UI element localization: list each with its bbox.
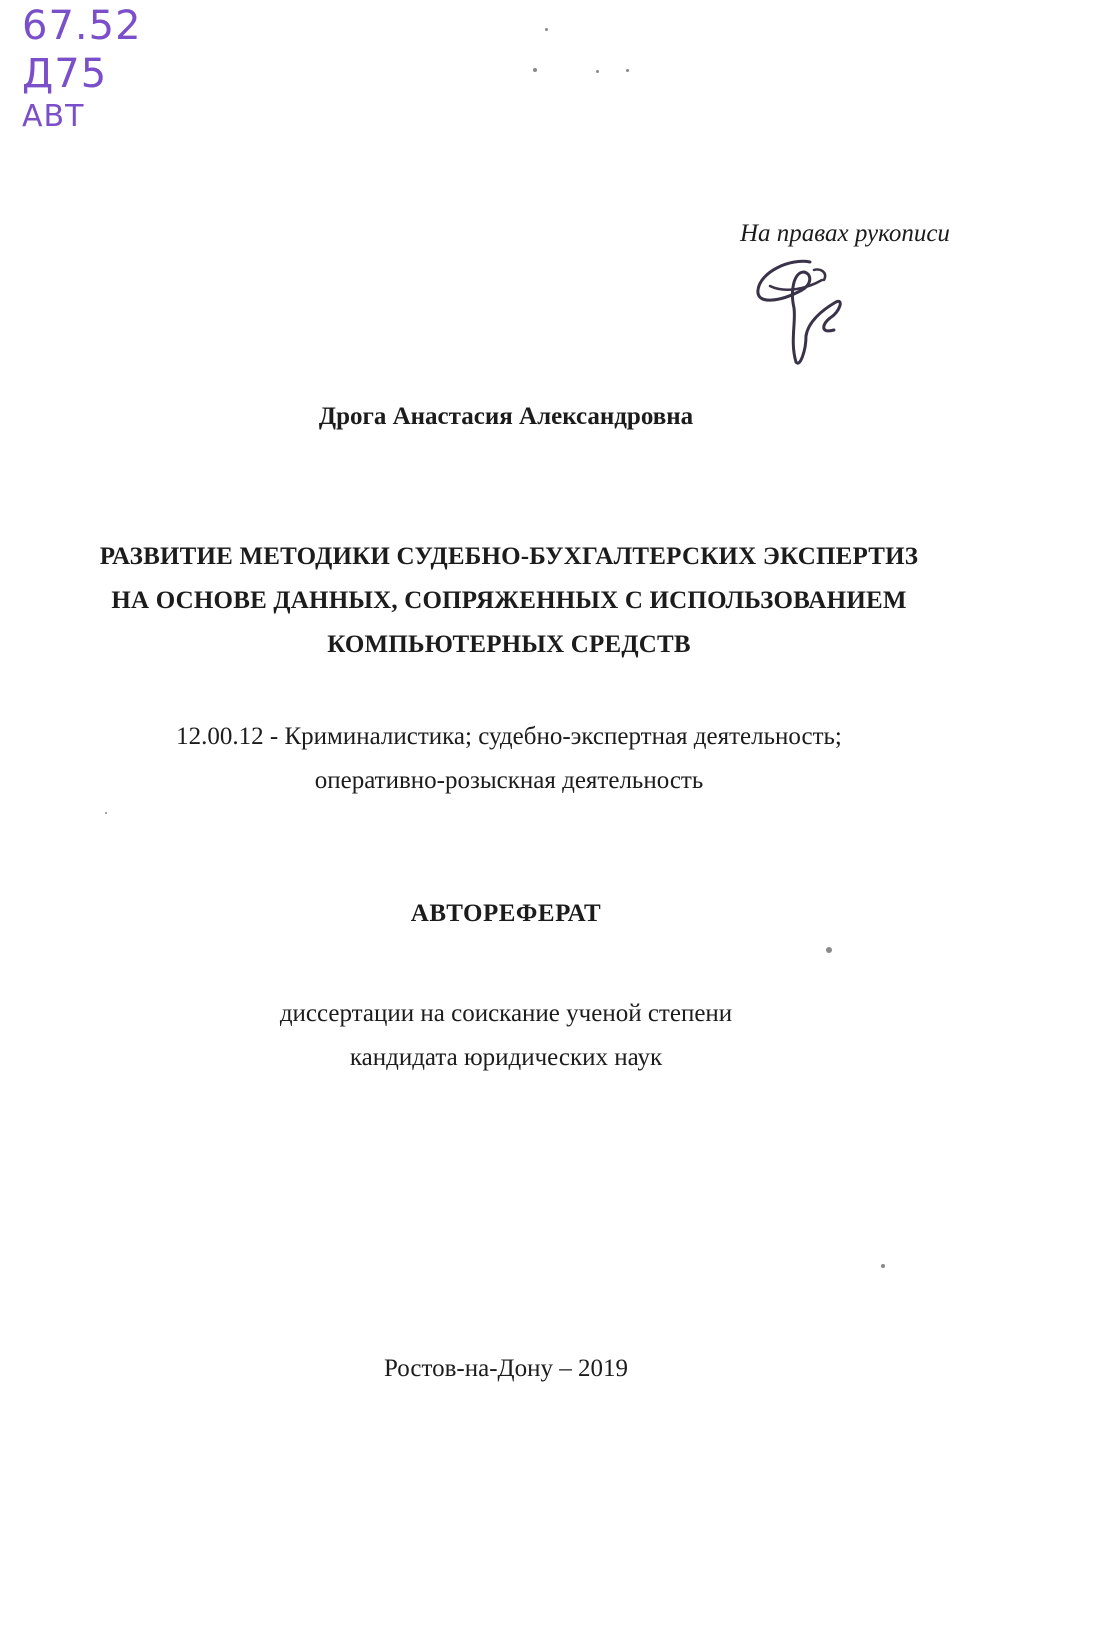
title-line: РАЗВИТИЕ МЕТОДИКИ СУДЕБНО-БУХГАЛТЕРСКИХ ЭКСПЕРТИЗ bbox=[99, 543, 919, 570]
author-name: Дрога Анастасия Александровна bbox=[318, 403, 694, 430]
title-line: КОМПЬЮТЕРНЫХ СРЕДСТВ bbox=[327, 631, 691, 658]
author-mark: Д75 bbox=[22, 51, 108, 97]
scan-speck bbox=[545, 28, 548, 31]
degree-line: диссертации на соискание ученой степени bbox=[279, 1000, 733, 1027]
catalog-code: 67.52 bbox=[22, 3, 142, 49]
specialty-line: оперативно-розыскная деятельность bbox=[314, 767, 704, 794]
scan-speck bbox=[826, 947, 832, 953]
type-mark: АВТ bbox=[22, 99, 85, 134]
document-type: АВТОРЕФЕРАТ bbox=[410, 900, 602, 927]
scan-speck bbox=[881, 1264, 885, 1268]
signature-icon bbox=[750, 250, 860, 375]
scan-speck bbox=[596, 70, 599, 73]
title-line: НА ОСНОВЕ ДАННЫХ, СОПРЯЖЕННЫХ С ИСПОЛЬЗОВАНИЕМ bbox=[111, 587, 907, 614]
scan-speck bbox=[533, 68, 537, 72]
handwritten-catalog-mark bbox=[22, 3, 142, 134]
rights-note: На правах рукописи bbox=[740, 220, 950, 247]
scan-speck bbox=[626, 69, 629, 72]
place-year: Ростов-на-Дону – 2019 bbox=[384, 1355, 628, 1382]
degree-line: кандидата юридических наук bbox=[349, 1044, 663, 1071]
specialty bbox=[0, 715, 1018, 803]
degree-info bbox=[0, 992, 1012, 1080]
dissertation-title bbox=[0, 535, 1018, 667]
scan-speck bbox=[105, 812, 107, 814]
specialty-line: 12.00.12 - Криминалистика; судебно-экспертная деятельность; bbox=[176, 723, 842, 750]
